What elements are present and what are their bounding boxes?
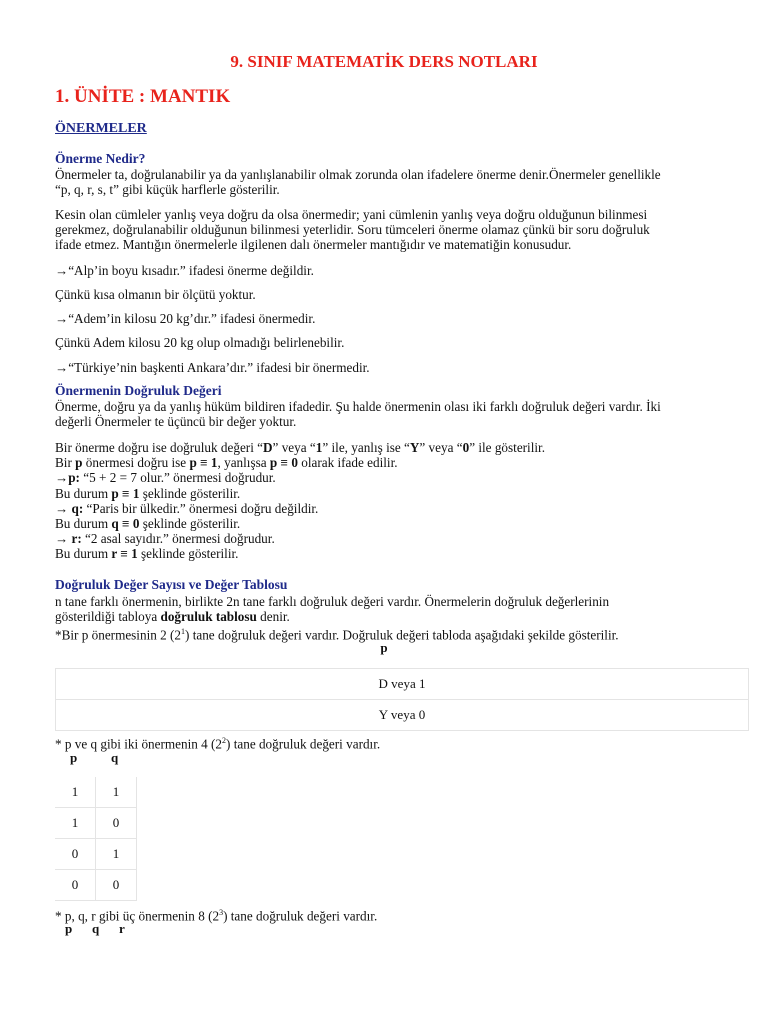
text-bold: r ≡ 1 (111, 546, 138, 562)
heading-deger-tablosu: Doğruluk Değer Sayısı ve Değer Tablosu (55, 577, 288, 592)
superscript: 2 (222, 736, 227, 745)
truth-table-two (55, 777, 137, 901)
table1-header-p: p (380, 640, 388, 655)
paragraph-definition (55, 167, 725, 197)
table-cell: 1 (96, 839, 137, 870)
example-2-reason: Çünkü Adem kilosu 20 kg olup olmadığı belirlenebilir. (55, 335, 345, 350)
text-bold: p (75, 455, 83, 471)
text-fragment: önermesi doğru ise (82, 455, 190, 471)
text-fragment: şeklinde gösterilir. (139, 485, 241, 501)
example-2: →“Adem’in kilosu 20 kg’dır.” ifadesi önermedir. (55, 311, 316, 326)
paragraph-two-propositions (55, 733, 725, 752)
text-bold: Y (409, 440, 420, 455)
text-fragment: Bu durum (55, 485, 112, 501)
paragraph-truth-value (55, 399, 725, 429)
paragraph-explanation (55, 207, 725, 253)
table-row (55, 777, 137, 808)
unit-heading: 1. ÜNİTE : MANTIK (55, 86, 231, 107)
text-bold: p: (68, 470, 80, 486)
table-row (56, 669, 749, 700)
table-row (55, 870, 137, 901)
text-fragment: → (55, 500, 72, 516)
table-cell: 1 (55, 808, 96, 839)
truth-notation-lines (55, 440, 725, 562)
table3-header-r: r (119, 921, 125, 936)
text-bold: doğruluk tablosu (160, 609, 257, 625)
superscript: 1 (181, 627, 185, 637)
text-bold: p ≡ 1 (189, 455, 218, 471)
text-bold: q: (71, 500, 84, 516)
table-cell: Y veya 0 (56, 700, 749, 731)
text-fragment: gösterildiği tabloya (55, 609, 161, 625)
table3-header-p: p (65, 921, 73, 936)
document-title: 9. SINIF MATEMATİK DERS NOTLARI (230, 52, 538, 71)
text-line: Kesin olan cümleler yanlış veya doğru da olsa önermedir; yani cümlenin yanlış veya doğru olduğunun bilinmesi (55, 207, 648, 222)
paragraph-three-propositions (55, 905, 725, 924)
table3-header-q: q (92, 921, 100, 936)
table2-header-q: q (111, 750, 119, 765)
example-1-reason: Çünkü kısa olmanın bir ölçütü yoktur. (55, 287, 256, 302)
text-fragment: şeklinde gösterilir. (139, 516, 241, 532)
text-fragment: Bir önerme doğru ise doğruluk değeri “ (55, 440, 264, 455)
text-fragment: *Bir p önermesinin 2 (2 (55, 627, 181, 643)
text-line: Önermeler ta, doğrulanabilir ya da yanlışlanabilir olmak zorunda olan ifadelere önerme denir.Önermeler genellikle (55, 167, 661, 182)
table-cell: 0 (96, 808, 137, 839)
text-fragment: ” ile gösterilir. (469, 440, 546, 455)
table-cell: 1 (55, 777, 96, 808)
text-bold: D (263, 440, 273, 455)
table-row (55, 808, 137, 839)
text-fragment: “2 asal sayıdır.” önermesi doğrudur. (81, 531, 275, 547)
text-fragment: ” ile, yanlış ise “ (322, 440, 410, 455)
text-fragment: ) tane doğruluk değeri vardır. Doğruluk değeri tabloda aşağıdaki şekilde gösterilir. (185, 627, 619, 643)
text-bold: 0 (462, 440, 470, 455)
text-line: gerekmez, doğrulanabilir olduğunun bilinmesi yeterlidir. Soru tümceleri önerme olamaz çünkü bir soru doğruluk (55, 222, 650, 238)
text-fragment: olarak ifade edilir. (297, 455, 398, 471)
superscript: 3 (219, 908, 224, 917)
text-fragment: şeklinde gösterilir. (137, 546, 239, 562)
table-cell: 0 (96, 870, 137, 901)
text-fragment: * p ve q gibi iki önermenin 4 (2 (55, 736, 223, 752)
text-fragment: * p, q, r gibi üç önermenin 8 (2 (55, 908, 220, 924)
text-line: “p, q, r, s, t” gibi küçük harflerle gösterilir. (55, 182, 280, 198)
table-row (55, 839, 137, 870)
text-fragment: ) tane doğruluk değeri vardır. (226, 736, 381, 752)
heading-dogruluk-degeri: Önermenin Doğruluk Değeri (55, 383, 222, 398)
text-fragment: Bu durum (55, 516, 112, 532)
text-fragment: → (55, 470, 69, 486)
section-heading-onermeler: ÖNERMELER (55, 121, 147, 136)
text-line: ifade etmez. Mantığın önermelerle ilgilenen dalı önermeler mantığıdır ve matematiğin konusudur. (55, 237, 572, 253)
text-line: Önerme, doğru ya da yanlış hüküm bildiren ifadedir. Şu halde önermenin olası iki farklı doğruluk değeri vardır. İki (55, 399, 661, 414)
table-cell: 0 (55, 839, 96, 870)
text-line: n tane farklı önermenin, birlikte 2n tane farklı doğruluk değeri vardır. Önermelerin doğruluk değerlerinin (55, 594, 610, 609)
text-bold: p ≡ 1 (111, 485, 140, 501)
text-fragment: Bu durum (55, 546, 112, 562)
table2-header-p: p (70, 750, 78, 765)
text-fragment: ” veya “ (272, 440, 316, 455)
table-cell: 1 (96, 777, 137, 808)
text-fragment: denir. (256, 609, 290, 625)
text-fragment: , yanlışsa (217, 455, 270, 471)
text-bold: r: (71, 531, 82, 547)
example-3: →“Türkiye’nin başkenti Ankara’dır.” ifadesi bir önermedir. (55, 360, 370, 375)
table-cell: D veya 1 (56, 669, 749, 700)
text-bold: q ≡ 0 (111, 516, 140, 532)
text-bold: 1 (315, 440, 323, 455)
heading-onerme-nedir: Önerme Nedir? (55, 151, 146, 166)
table-cell: 0 (55, 870, 96, 901)
text-fragment: ” veya “ (419, 440, 463, 455)
text-fragment: Bir (55, 455, 76, 471)
text-fragment: “Paris bir ülkedir.” önermesi doğru değildir. (83, 500, 319, 516)
truth-table-single (55, 668, 749, 731)
text-line: değerli Önermeler te üçüncü bir değer yoktur. (55, 414, 297, 430)
example-1: →“Alp’in boyu kısadır.” ifadesi önerme değildir. (55, 263, 314, 278)
text-fragment: ) tane doğruluk değeri vardır. (223, 908, 378, 924)
paragraph-truth-table (55, 594, 725, 643)
text-fragment: “5 + 2 = 7 olur.” önermesi doğrudur. (79, 470, 276, 486)
text-bold: p ≡ 0 (269, 455, 298, 471)
table-row (56, 700, 749, 731)
text-fragment: → (55, 531, 72, 547)
